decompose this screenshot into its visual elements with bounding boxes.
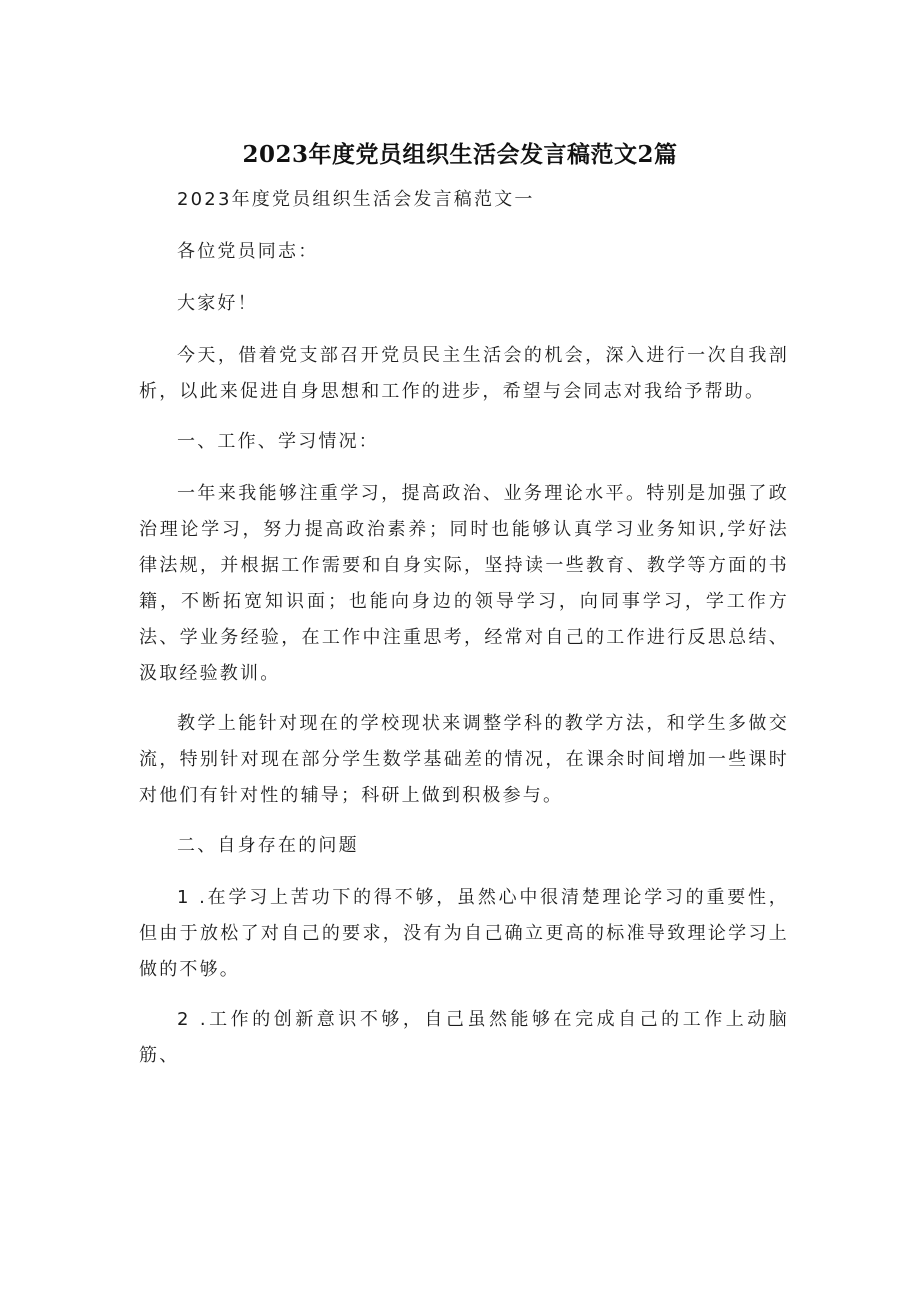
paragraph-teaching: 教学上能针对现在的学校现状来调整学科的教学方法，和学生多做交流，特别针对现在部分学生数学基础差的情况，在课余时间增加一些课时对他们有针对性的辅导；科研上做到积极参与。 [139,713,789,806]
paragraph-greeting: 大家好！ [177,293,258,314]
paragraph-problem-1: 1 .在学习上苦功下的得不够，虽然心中很清楚理论学习的重要性，但由于放松了对自己的要求，没有为自己确立更高的标准导致理论学习上做的不够。 [139,887,789,980]
section-heading-work-study: 一、工作、学习情况： [177,431,379,452]
document-title: 2023年度党员组织生活会发言稿范文2篇 [242,141,678,168]
section-heading-problems: 二、自身存在的问题 [177,835,359,856]
paragraph-work-study: 一年来我能够注重学习，提高政治、业务理论水平。特别是加强了政治理论学习，努力提高政治素养；同时也能够认真学习业务知识,学好法律法规，并根据工作需要和自身实际，坚持读一些教育、教学等方面的书籍，不断拓宽知识面；也能向身边的领导学习，向同事学习，学工作方法、学业务经验，在工作中注重思考，经常对自己的工作进行反思总结、汲取经验教训。 [139,483,789,684]
paragraph-problem-2: 2 .工作的创新意识不够，自己虽然能够在完成自己的工作上动脑筋、 [139,1009,789,1066]
paragraph-intro: 今天，借着党支部召开党员民主生活会的机会，深入进行一次自我剖析，以此来促进自身思想和工作的进步，希望与会同志对我给予帮助。 [139,345,789,402]
paragraph-subtitle: 2023年度党员组织生活会发言稿范文一 [177,189,535,210]
paragraph-salutation: 各位党员同志： [177,241,319,262]
document-body [139,182,789,1088]
